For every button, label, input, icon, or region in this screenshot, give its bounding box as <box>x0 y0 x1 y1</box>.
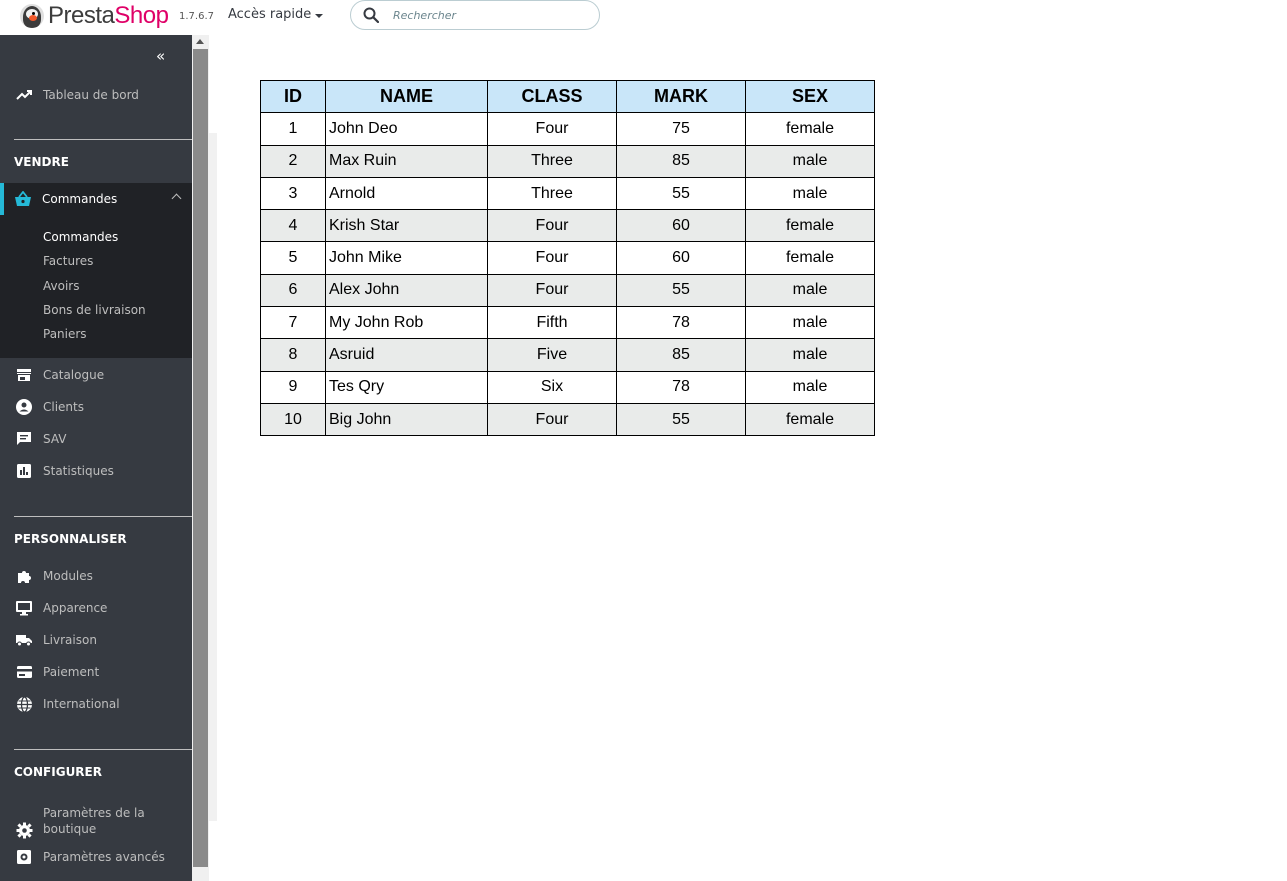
sidebar-item-statistics[interactable] <box>0 455 192 487</box>
sidebar-item-label: Modules <box>43 569 93 583</box>
table-row <box>261 274 875 306</box>
table-row <box>261 242 875 274</box>
cell-sex: male <box>746 274 875 306</box>
sidebar-divider <box>14 749 192 750</box>
cell-name: Alex John <box>326 274 488 306</box>
sidebar-item-label: Tableau de bord <box>43 88 139 102</box>
cell-mark: 55 <box>617 274 746 306</box>
cell-mark: 75 <box>617 113 746 145</box>
sidebar-item-customers[interactable] <box>0 391 192 423</box>
cell-name: John Deo <box>326 113 488 145</box>
cell-class: Four <box>488 210 617 242</box>
scroll-up-arrow-icon[interactable] <box>196 39 204 44</box>
sidebar <box>0 35 192 881</box>
logo-wordmark: PrestaShop <box>48 2 169 29</box>
shopping-basket-icon <box>14 190 32 208</box>
table-row <box>261 307 875 339</box>
table-header-row <box>261 81 875 113</box>
quick-access-dropdown[interactable] <box>228 7 323 22</box>
cell-class: Three <box>488 145 617 177</box>
search-input[interactable] <box>393 9 573 22</box>
sidebar-item-advanced-parameters[interactable] <box>0 841 192 873</box>
sidebar-item-label: Paramètres de la boutique <box>43 806 145 836</box>
sidebar-item-label: Clients <box>43 400 84 414</box>
cell-sex: female <box>746 113 875 145</box>
sidebar-item-orders[interactable] <box>0 183 192 215</box>
cell-class: Six <box>488 371 617 403</box>
sidebar-item-label: SAV <box>43 432 67 446</box>
sidebar-item-shop-parameters[interactable] <box>0 801 192 841</box>
puzzle-piece-icon <box>15 567 33 585</box>
column-header-id: ID <box>261 81 326 113</box>
store-icon <box>15 366 33 384</box>
trending-up-icon <box>15 86 33 104</box>
cell-mark: 85 <box>617 339 746 371</box>
sidebar-scrollbar[interactable] <box>192 35 209 881</box>
search-bar[interactable] <box>350 0 600 30</box>
truck-icon <box>15 631 33 649</box>
section-title-configure: CONFIGURER <box>14 765 102 779</box>
prestashop-logo[interactable] <box>20 3 168 29</box>
sidebar-item-appearance[interactable] <box>0 592 192 624</box>
sidebar-item-label: Commandes <box>42 192 118 206</box>
table-row <box>261 371 875 403</box>
cell-sex: female <box>746 210 875 242</box>
quick-access-label: Accès rapide <box>228 7 312 22</box>
top-header <box>0 0 1287 35</box>
cell-name: Krish Star <box>326 210 488 242</box>
cell-class: Fifth <box>488 307 617 339</box>
cell-name: Arnold <box>326 177 488 209</box>
cell-sex: male <box>746 145 875 177</box>
table-row <box>261 113 875 145</box>
section-title-sell: VENDRE <box>14 155 69 169</box>
sidebar-item-label: Paramètres avancés <box>43 850 165 864</box>
settings-applications-icon <box>15 848 33 866</box>
bar-chart-icon <box>15 462 33 480</box>
cell-class: Four <box>488 403 617 435</box>
column-header-name: NAME <box>326 81 488 113</box>
cell-class: Five <box>488 339 617 371</box>
cell-id: 5 <box>261 242 326 274</box>
account-circle-icon <box>15 398 33 416</box>
cell-name: Max Ruin <box>326 145 488 177</box>
content-edge <box>209 133 217 821</box>
sidebar-item-label: International <box>43 697 120 711</box>
collapse-sidebar-icon[interactable]: « <box>156 47 164 65</box>
cell-mark: 55 <box>617 177 746 209</box>
cell-id: 2 <box>261 145 326 177</box>
cell-name: My John Rob <box>326 307 488 339</box>
submenu-item-delivery-slips[interactable]: Bons de livraison <box>43 303 146 317</box>
credit-card-icon <box>15 663 33 681</box>
cell-class: Four <box>488 242 617 274</box>
sidebar-divider <box>14 139 192 140</box>
sidebar-item-label: Apparence <box>43 601 108 615</box>
cell-name: Asruid <box>326 339 488 371</box>
sidebar-item-dashboard[interactable] <box>0 79 192 111</box>
cell-class: Three <box>488 177 617 209</box>
submenu-item-orders[interactable]: Commandes <box>43 230 119 244</box>
table-row <box>261 403 875 435</box>
cell-mark: 78 <box>617 307 746 339</box>
cell-name: Tes Qry <box>326 371 488 403</box>
sidebar-item-modules[interactable] <box>0 560 192 592</box>
cell-sex: female <box>746 242 875 274</box>
cell-name: Big John <box>326 403 488 435</box>
cell-id: 1 <box>261 113 326 145</box>
sidebar-item-label: Statistiques <box>43 464 114 478</box>
students-table <box>260 80 875 436</box>
desktop-monitor-icon <box>15 599 33 617</box>
sidebar-item-international[interactable] <box>0 688 192 720</box>
sidebar-item-customer-service[interactable] <box>0 423 192 455</box>
sidebar-item-catalog[interactable] <box>0 359 192 391</box>
cell-mark: 60 <box>617 210 746 242</box>
cell-mark: 85 <box>617 145 746 177</box>
column-header-class: CLASS <box>488 81 617 113</box>
cell-sex: male <box>746 339 875 371</box>
puffin-logo-icon <box>20 4 44 28</box>
scrollbar-thumb[interactable] <box>193 49 208 867</box>
submenu-item-credit-slips[interactable]: Avoirs <box>43 279 80 293</box>
submenu-item-invoices[interactable]: Factures <box>43 254 94 268</box>
cell-id: 6 <box>261 274 326 306</box>
sidebar-item-payment[interactable] <box>0 656 192 688</box>
cell-class: Four <box>488 113 617 145</box>
cell-id: 4 <box>261 210 326 242</box>
globe-icon <box>15 695 33 713</box>
cell-sex: female <box>746 403 875 435</box>
section-title-customize: PERSONNALISER <box>14 532 127 546</box>
cell-sex: male <box>746 177 875 209</box>
table-row <box>261 339 875 371</box>
submenu-item-carts[interactable]: Paniers <box>43 327 87 341</box>
column-header-mark: MARK <box>617 81 746 113</box>
sidebar-item-label: Paiement <box>43 665 100 679</box>
table-row <box>261 177 875 209</box>
table-row <box>261 145 875 177</box>
chat-bubble-icon <box>15 430 33 448</box>
cell-mark: 60 <box>617 242 746 274</box>
column-header-sex: SEX <box>746 81 875 113</box>
gear-icon <box>15 821 33 839</box>
cell-id: 7 <box>261 307 326 339</box>
cell-id: 3 <box>261 177 326 209</box>
sidebar-item-label: Livraison <box>43 633 97 647</box>
cell-id: 9 <box>261 371 326 403</box>
cell-mark: 55 <box>617 403 746 435</box>
sidebar-item-shipping[interactable] <box>0 624 192 656</box>
caret-down-icon <box>315 14 323 18</box>
sidebar-divider <box>14 516 192 517</box>
cell-id: 8 <box>261 339 326 371</box>
cell-name: John Mike <box>326 242 488 274</box>
chevron-up-icon <box>172 194 182 204</box>
cell-sex: male <box>746 307 875 339</box>
sidebar-item-label: Catalogue <box>43 368 105 382</box>
cell-sex: male <box>746 371 875 403</box>
version-label: 1.7.6.7 <box>179 11 214 22</box>
cell-mark: 78 <box>617 371 746 403</box>
cell-id: 10 <box>261 403 326 435</box>
search-icon <box>363 7 379 23</box>
table-row <box>261 210 875 242</box>
cell-class: Four <box>488 274 617 306</box>
